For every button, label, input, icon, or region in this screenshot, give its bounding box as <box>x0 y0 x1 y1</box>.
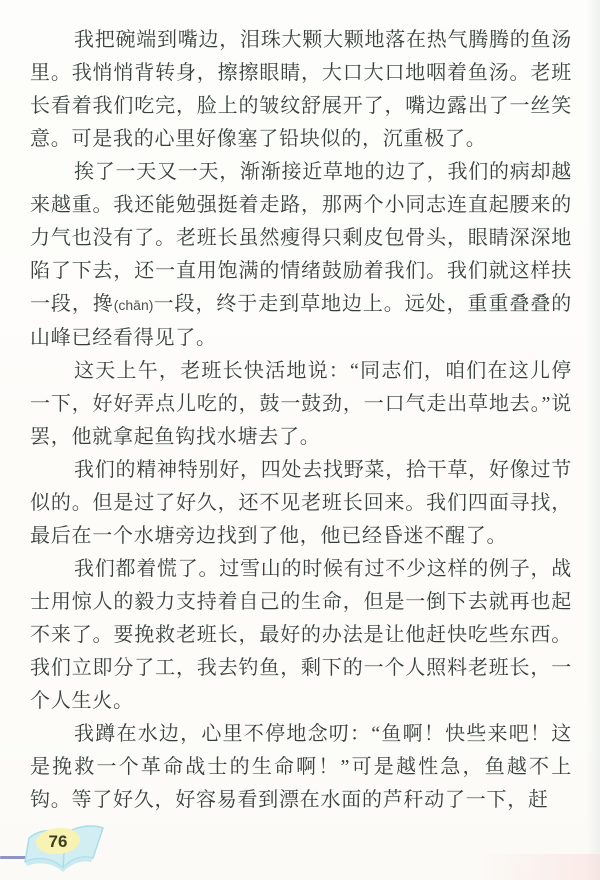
paragraph-1: 我把碗端到嘴边，泪珠大颗大颗地落在热气腾腾的鱼汤里。我悄悄背转身，擦擦眼睛，大口大口地咽着鱼汤。老班长看着我们吃完，脸上的皱纹舒展开了，嘴边露出了一丝笑意。可是我的心里好像塞了铅块似的，沉重极了。 <box>30 29 572 150</box>
page-edge-shading <box>586 0 600 880</box>
paragraph-2-text: 挨了一天又一天，渐渐接近草地的边了，我们的病却越来越重。我还能勉强挺着走路，那两个小同志连直起腰来的力气也没有了。老班长虽然瘦得只剩皮包骨头，眼睛深深地陷了下去，还一直用饱满的情绪鼓励着我们。我们就这样扶一段，搀 <box>30 161 572 315</box>
pinyin-annotation: (chān) <box>113 297 154 313</box>
paragraph-4: 我们的精神特别好，四处去找野菜，拾干草，好像过节似的。但是过了好久，还不见老班长回来。我们四面寻找，最后在一个水塘旁边找到了他，他已经昏迷不醒了。 <box>30 459 572 547</box>
paragraph-2-text-cont: 一段，终于走到草地边上。远处，重重叠叠的山峰已经看得见了。 <box>30 293 572 349</box>
paragraph-3: 这天上午，老班长快活地说：“同志们，咱们在这儿停一下，好好弄点儿吃的，鼓一鼓劲，一口气走出草地去。”说罢，他就拿起鱼钩找水塘去了。 <box>30 360 572 448</box>
paragraph-5: 我们都着慌了。过雪山的时候有过不少这样的例子，战士用惊人的毅力支持着自己的生命，但是一倒下去就再也起不来了。要挽救老班长，最好的办法是让他赶快吃些东西。我们立即分了工，我去钓鱼，剩下的一个人照料老班长，一个人生火。 <box>30 558 572 712</box>
open-book-icon <box>22 824 108 876</box>
lesson-text <box>30 24 572 817</box>
paragraph-2 <box>30 156 572 355</box>
paragraph-6: 我蹲在水边，心里不停地念叨：“鱼啊！快些来吧！这是挽救一个革命战士的生命啊！”可是越性急，鱼越不上钩。等了好久，好容易看到漂在水面的芦秆动了一下，赶 <box>30 723 572 811</box>
page-number: 76 <box>48 832 68 851</box>
corner-shading <box>480 854 600 880</box>
